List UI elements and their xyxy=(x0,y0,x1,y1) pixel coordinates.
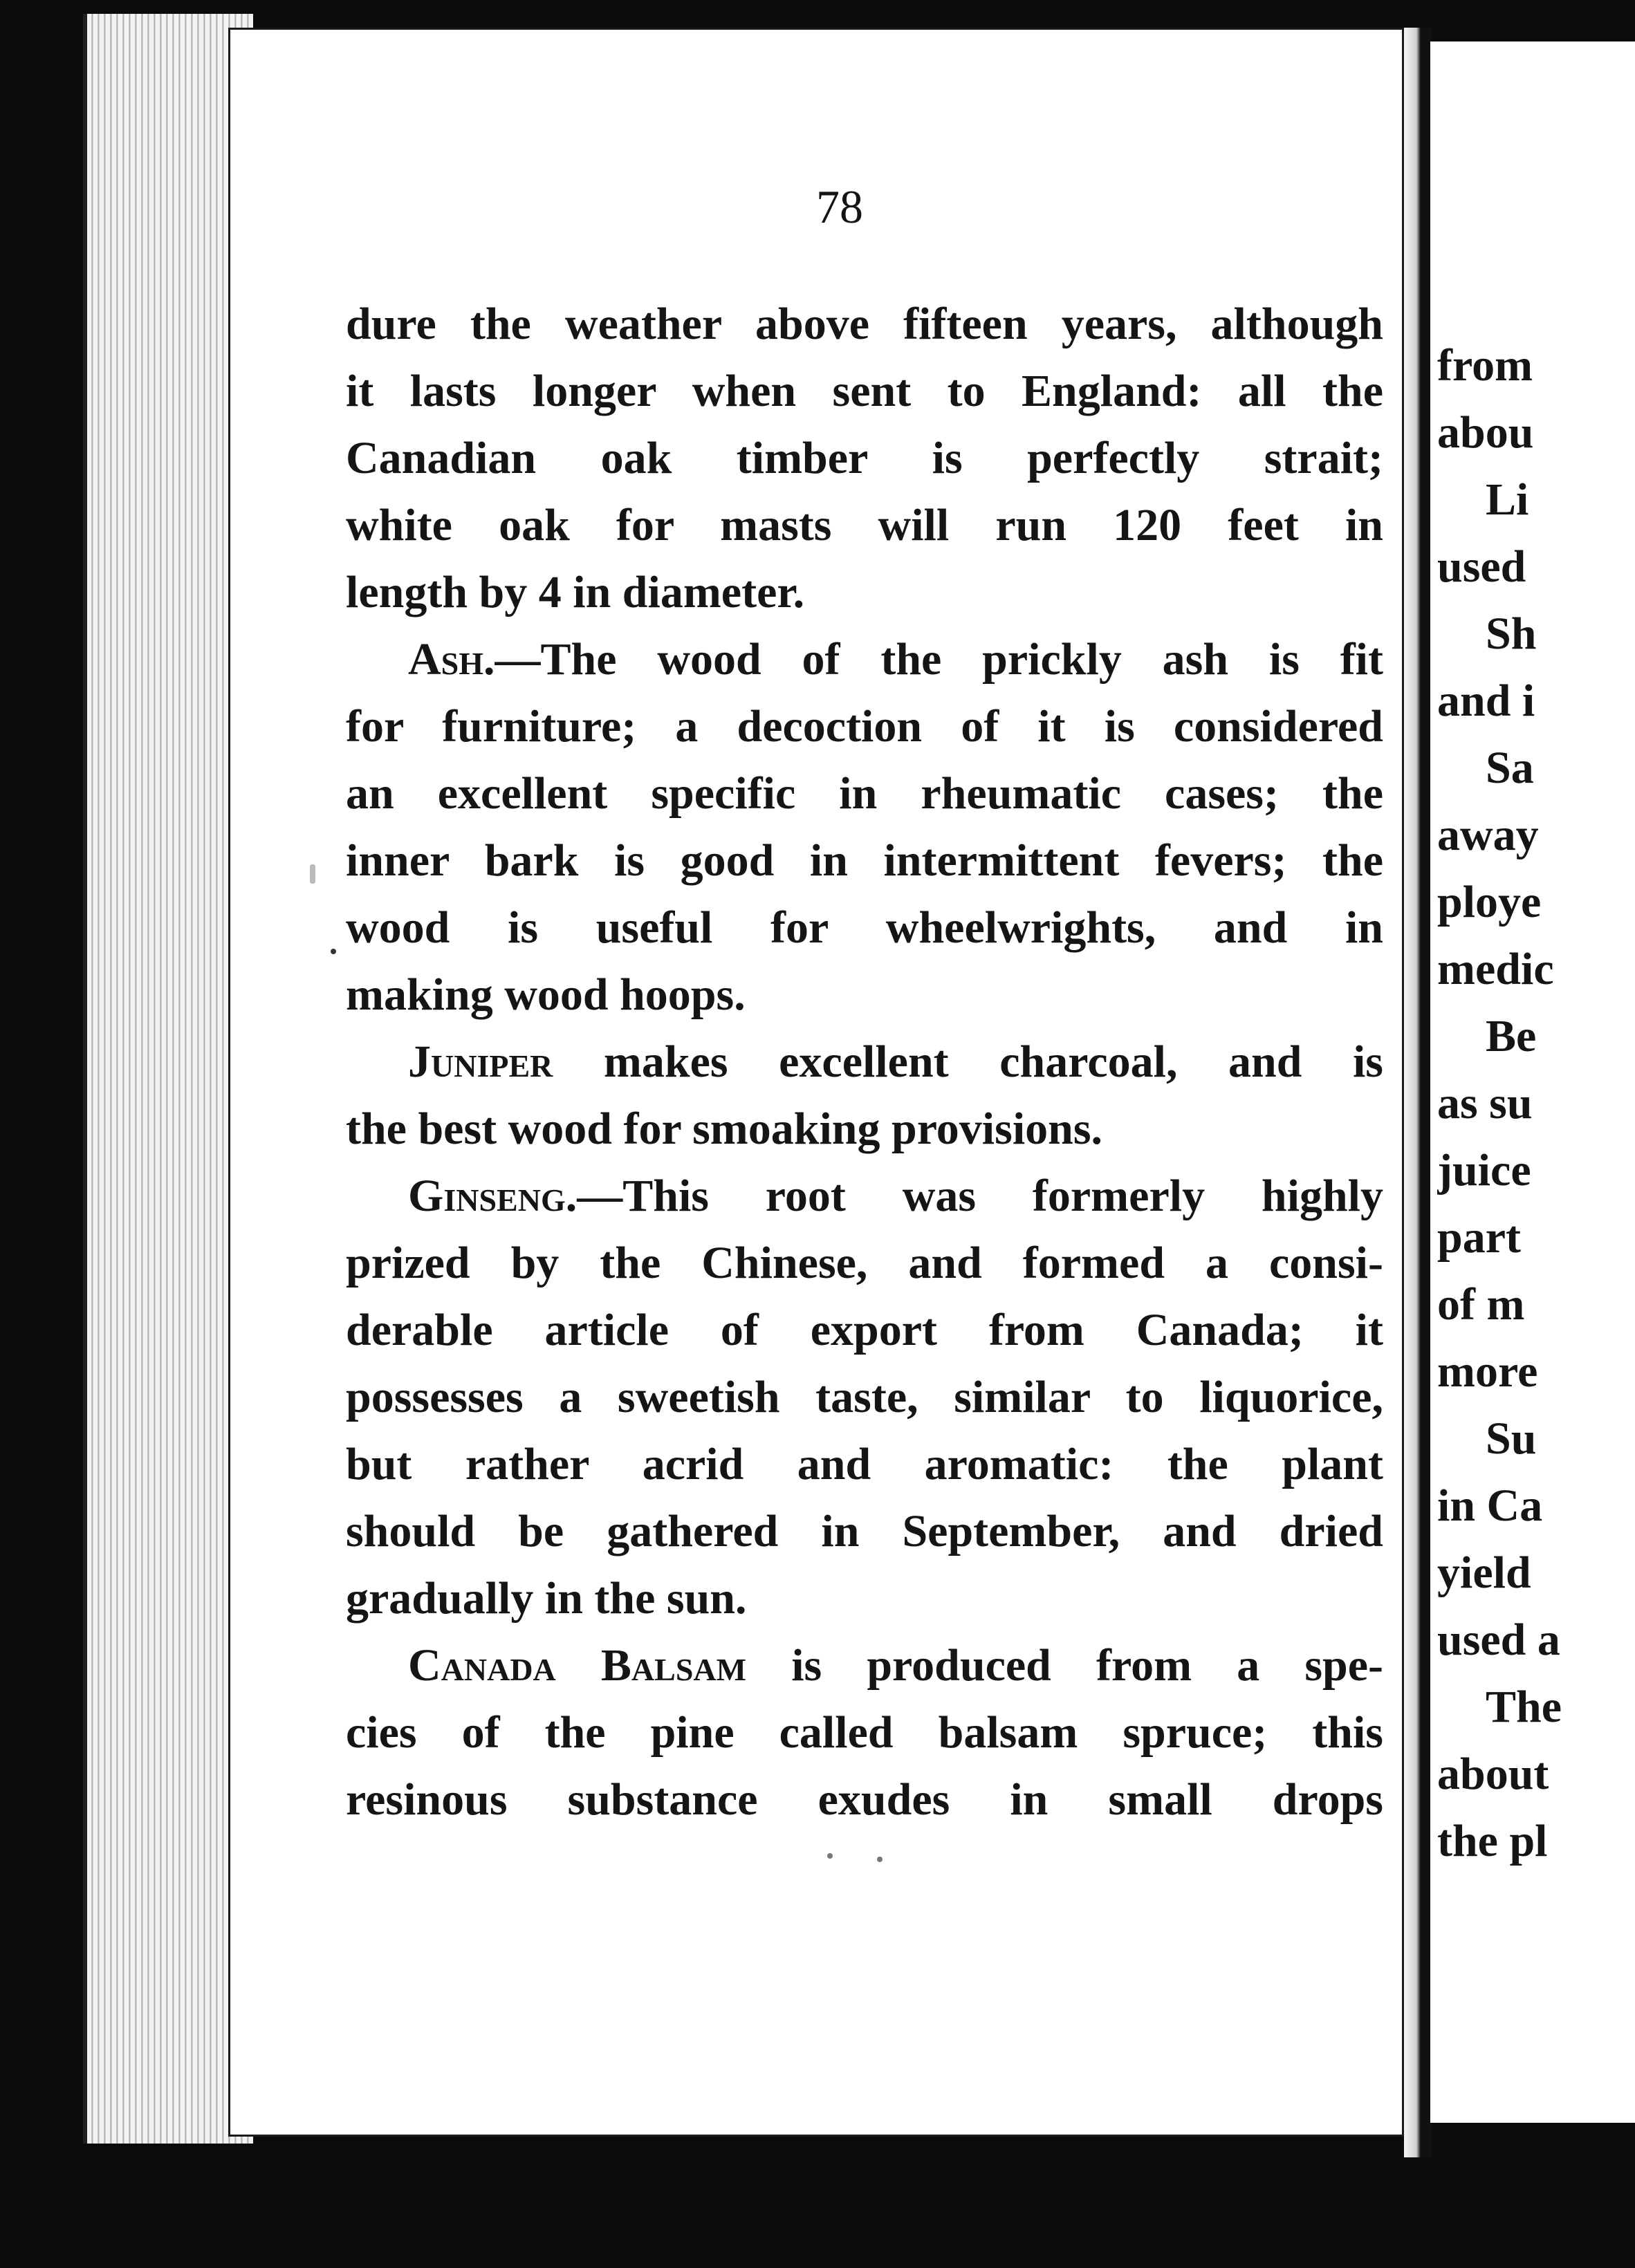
text-line: of m xyxy=(1437,1279,1525,1330)
headword-canada-balsam: Canada Balsam xyxy=(408,1640,747,1691)
text-line: juice xyxy=(1437,1145,1531,1196)
text-line: it lasts longer when sent to England: all the xyxy=(346,366,1383,416)
text-line: making wood hoops. xyxy=(346,969,746,1020)
text-line: away xyxy=(1437,810,1539,860)
text-line: cies of the pine called balsam spruce; this xyxy=(346,1707,1383,1758)
headword-juniper: Juniper xyxy=(408,1037,553,1087)
text-line: is produced from a spe- xyxy=(791,1640,1383,1691)
text-line: the best wood for smoaking provisions. xyxy=(346,1104,1103,1154)
text-line: length by 4 in diameter. xyxy=(346,567,805,617)
text-line: white oak for masts will run 120 feet in xyxy=(346,500,1383,550)
print-speck xyxy=(827,1853,833,1859)
text-line: resinous substance exudes in small drops xyxy=(346,1774,1383,1825)
text-line: part xyxy=(1437,1212,1521,1263)
text-line: makes excellent charcoal, and is xyxy=(603,1037,1383,1087)
text-line: the pl xyxy=(1437,1816,1548,1866)
text-line: about xyxy=(1437,1749,1549,1799)
text-line: should be gathered in September, and dried xyxy=(346,1506,1383,1556)
text-line: This root was formerly highly xyxy=(622,1171,1383,1221)
headword-ash: Ash.— xyxy=(408,634,541,685)
text-line: Sa xyxy=(1486,743,1534,793)
text-line: an excellent specific in rheumatic cases; the xyxy=(346,768,1383,819)
print-speck xyxy=(331,949,336,954)
paragraph-canada-balsam xyxy=(346,1632,1383,1699)
print-speck xyxy=(310,864,315,884)
text-line: in Ca xyxy=(1437,1480,1543,1531)
text-line: ploye xyxy=(1437,877,1542,927)
text-line: medic xyxy=(1437,944,1554,994)
text-line: and i xyxy=(1437,676,1535,726)
text-line: Su xyxy=(1486,1413,1537,1464)
text-line: dure the weather above fifteen years, although xyxy=(346,299,1383,349)
text-line: as su xyxy=(1437,1078,1533,1128)
book-gutter xyxy=(1404,28,1432,2157)
text-line: gradually in the sun. xyxy=(346,1573,747,1624)
text-line: for furniture; a decoction of it is considered xyxy=(346,701,1383,752)
text-line: from xyxy=(1437,340,1533,391)
text-line: wood is useful for wheelwrights, and in xyxy=(346,902,1383,953)
text-line: Li xyxy=(1486,474,1529,525)
paragraph-ginseng xyxy=(346,1162,1383,1229)
print-speck xyxy=(877,1857,883,1862)
left-page-text xyxy=(346,290,1383,1833)
text-line: Canadian oak timber is perfectly strait; xyxy=(346,433,1383,483)
page-number: 78 xyxy=(816,180,863,233)
text-line: The wood of the prickly ash is fit xyxy=(540,634,1383,685)
text-line: abou xyxy=(1437,407,1534,458)
text-line: used xyxy=(1437,541,1526,592)
text-line: derable article of export from Canada; it xyxy=(346,1305,1383,1355)
text-line: yield xyxy=(1437,1547,1531,1598)
text-line: more xyxy=(1437,1346,1538,1397)
right-page-text xyxy=(1437,332,1635,1875)
headword-ginseng: Ginseng.— xyxy=(408,1171,623,1221)
text-line: The xyxy=(1486,1682,1562,1732)
paragraph-juniper xyxy=(346,1028,1383,1095)
right-page xyxy=(1430,41,1635,2123)
paragraph-ash xyxy=(346,626,1383,693)
text-line: Sh xyxy=(1486,608,1537,659)
text-line: possesses a sweetish taste, similar to liquorice, xyxy=(346,1372,1383,1422)
text-line: but rather acrid and aromatic: the plant xyxy=(346,1439,1383,1489)
text-line: inner bark is good in intermittent fevers; the xyxy=(346,835,1383,886)
text-line: Be xyxy=(1486,1011,1537,1061)
text-line: used a xyxy=(1437,1615,1560,1665)
text-line: prized by the Chinese, and formed a consi- xyxy=(346,1238,1383,1288)
